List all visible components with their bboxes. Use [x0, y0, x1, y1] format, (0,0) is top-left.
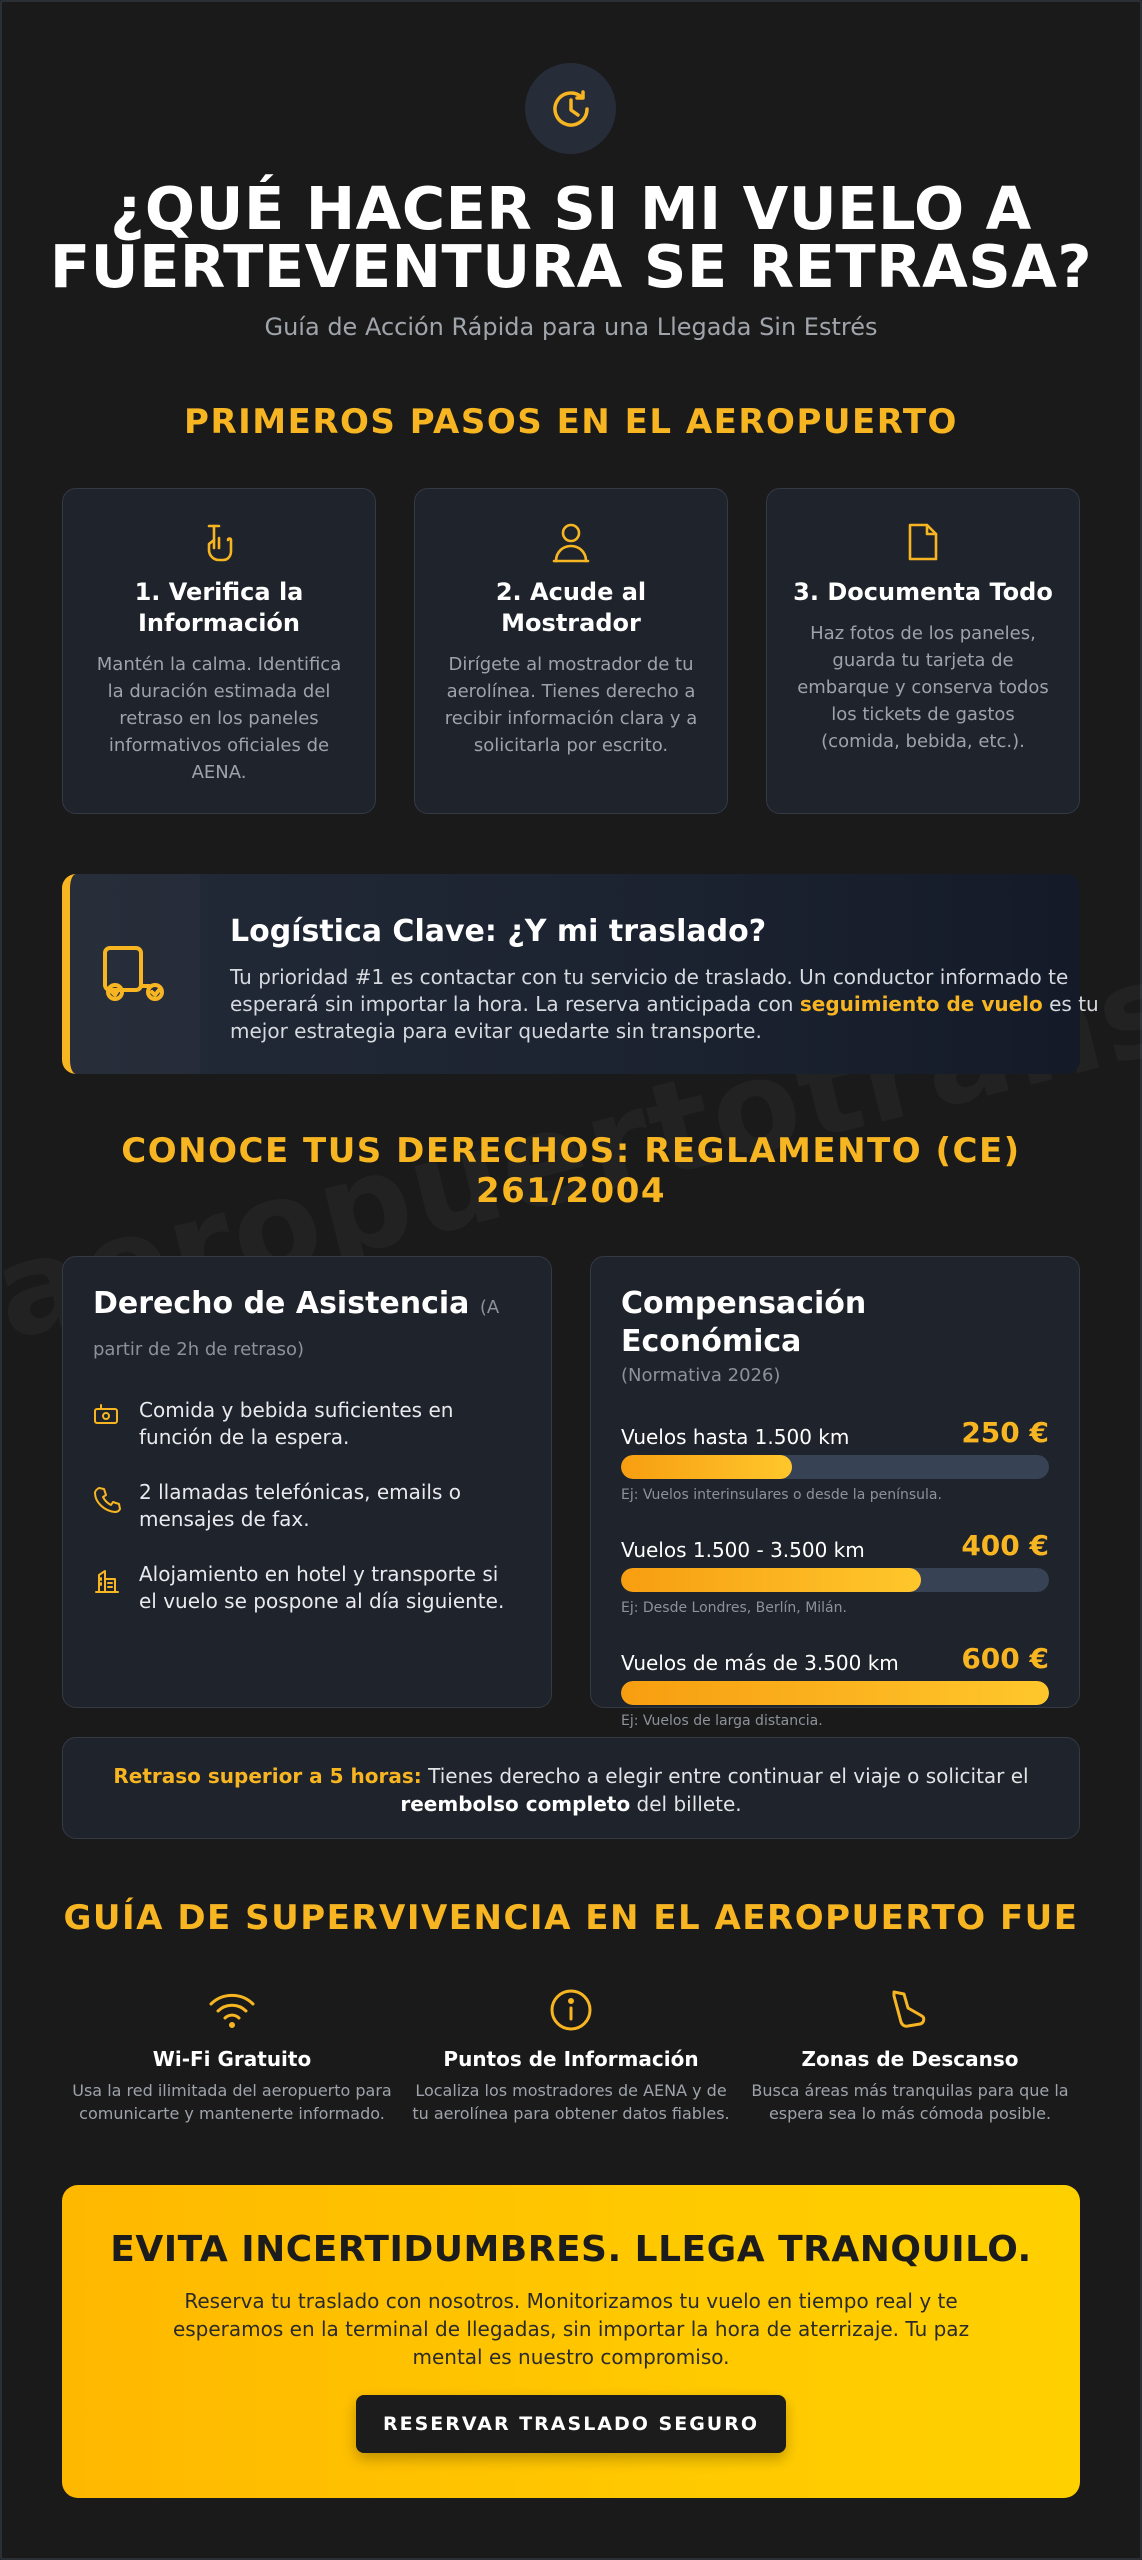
cta-title: EVITA INCERTIDUMBRES. LLEGA TRANQUILO.	[110, 2229, 1032, 2270]
logistics-text-part: Tu prioridad #1 es contactar con tu servicio de traslado. Un conductor informado te esperará sin importar la hora. La reserva anticipada con	[230, 965, 1069, 1016]
assistance-note: (A partir de 2h de retraso)	[93, 1297, 500, 1360]
compensation-title: Compensación Económica	[621, 1286, 867, 1359]
user-icon	[441, 519, 701, 565]
step-text: Mantén la calma. Identifica la duración estimada del retraso en los paneles informativos oficiales de AENA.	[96, 654, 342, 783]
assistance-item	[93, 1397, 521, 1451]
compensation-tier	[621, 1642, 1049, 1729]
section-title-rights: CONOCE TUS DERECHOS: REGLAMENTO (CE) 261/2004	[121, 1131, 1021, 1211]
page-subtitle: Guía de Acción Rápida para una Llegada Sin Estrés	[264, 313, 878, 341]
page-title: ¿QUÉ HACER SI MI VUELO A FUERTEVENTURA SE RETRASA?	[49, 174, 1093, 301]
assistance-title	[93, 1285, 521, 1369]
tier-bar-fill	[621, 1568, 921, 1592]
couch-icon	[750, 1985, 1070, 2035]
tier-bar-fill	[621, 1455, 792, 1479]
tier-note: Ej: Vuelos interinsulares o desde la península.	[621, 1487, 942, 1503]
section-title-survival: GUÍA DE SUPERVIVENCIA EN EL AEROPUERTO FUE	[63, 1898, 1079, 1938]
tier-amount: 600 €	[961, 1642, 1049, 1675]
survival-item-text: Usa la red ilimitada del aeropuerto para comunicarte y mantenerte informado.	[72, 2081, 392, 2123]
survival-item-title: Puntos de Información	[443, 2047, 699, 2071]
tier-label: Vuelos de más de 3.500 km	[621, 1651, 899, 1675]
tier-bar	[621, 1455, 1049, 1479]
book-transfer-button[interactable]: RESERVAR TRASLADO SEGURO	[356, 2395, 786, 2453]
info-icon	[411, 1985, 731, 2035]
cta-banner	[62, 2185, 1080, 2498]
survival-item-text: Localiza los mostradores de AENA y de tu aerolínea para obtener datos fiables.	[412, 2081, 730, 2123]
tier-bar-fill	[621, 1681, 1049, 1705]
tier-amount: 400 €	[961, 1529, 1049, 1562]
clock-arrow-icon	[525, 63, 616, 154]
step-card-document	[766, 488, 1080, 814]
survival-item-title: Wi-Fi Gratuito	[152, 2047, 312, 2071]
delay-note	[62, 1737, 1080, 1839]
tier-amount: 250 €	[961, 1416, 1049, 1449]
logistics-callout	[62, 874, 1099, 1074]
logistics-text-part: es tu mejor estrategia para evitar quedarte sin transporte.	[230, 992, 1099, 1043]
step-text: Dirígete al mostrador de tu aerolínea. Tienes derecho a recibir información clara y a solicitarla por escrito.	[444, 654, 698, 756]
hotel-icon	[93, 1561, 139, 1615]
assistance-title-text: Derecho de Asistencia	[93, 1286, 470, 1321]
assistance-item	[93, 1561, 521, 1615]
compensation-card	[590, 1256, 1080, 1729]
survival-item-title: Zonas de Descanso	[801, 2047, 1019, 2071]
compensation-tier	[621, 1529, 1049, 1616]
tier-note: Ej: Desde Londres, Berlín, Milán.	[621, 1600, 847, 1616]
cta-text: Reserva tu traslado con nosotros. Monitorizamos tu vuelo en tiempo real y te esperamos en la terminal de llegadas, sin importar la hora de aterrizaje. Tu paz mental es nuestro compromiso.	[172, 2289, 970, 2369]
tier-label: Vuelos 1.500 - 3.500 km	[621, 1538, 865, 1562]
phone-icon	[93, 1479, 139, 1533]
food-icon	[93, 1397, 139, 1451]
logistics-highlight: seguimiento de vuelo	[799, 992, 1043, 1016]
survival-item-info	[411, 1985, 731, 2125]
tier-note: Ej: Vuelos de larga distancia.	[621, 1713, 823, 1729]
tier-bar	[621, 1681, 1049, 1705]
delay-note-text: Tienes derecho a elegir entre continuar el viaje o solicitar el	[421, 1764, 1029, 1788]
compensation-tier	[621, 1416, 1049, 1503]
survival-item-rest	[750, 1985, 1070, 2125]
logistics-text	[230, 964, 1110, 1045]
assistance-item-text: Comida y bebida suficientes en función de la espera.	[139, 1398, 454, 1449]
delay-note-bold: reembolso completo	[400, 1792, 631, 1816]
tier-bar	[621, 1568, 1049, 1592]
section-title-first-steps: PRIMEROS PASOS EN EL AEROPUERTO	[184, 402, 958, 442]
step-card-counter	[414, 488, 728, 814]
survival-item-text: Busca áreas más tranquilas para que la espera sea lo más cómoda posible.	[751, 2081, 1069, 2123]
assistance-item-text: 2 llamadas telefónicas, emails o mensajes de fax.	[139, 1480, 461, 1531]
compensation-subtitle: (Normativa 2026)	[621, 1365, 781, 1386]
document-icon	[793, 519, 1053, 565]
survival-item-wifi	[72, 1985, 392, 2125]
delay-note-text: del billete.	[630, 1792, 742, 1816]
hand-pointer-icon	[89, 519, 349, 565]
step-card-verify	[62, 488, 376, 814]
logistics-title: Logística Clave: ¿Y mi traslado?	[230, 914, 767, 949]
assistance-card	[62, 1256, 552, 1708]
phone-check-icon	[70, 874, 200, 1074]
assistance-item-text: Alojamiento en hotel y transporte si el vuelo se pospone al día siguiente.	[139, 1562, 505, 1613]
step-title: 2. Acude al Mostrador	[495, 578, 647, 637]
step-text: Haz fotos de los paneles, guarda tu tarjeta de embarque y conserva todos los tickets de gastos (comida, bebida, etc.).	[797, 623, 1049, 752]
wifi-icon	[72, 1985, 392, 2035]
assistance-item	[93, 1479, 521, 1533]
step-title: 3. Documenta Todo	[793, 578, 1053, 606]
step-title: 1. Verifica la Información	[134, 578, 304, 637]
delay-note-lead: Retraso superior a 5 horas:	[113, 1764, 422, 1788]
tier-label: Vuelos hasta 1.500 km	[621, 1425, 850, 1449]
